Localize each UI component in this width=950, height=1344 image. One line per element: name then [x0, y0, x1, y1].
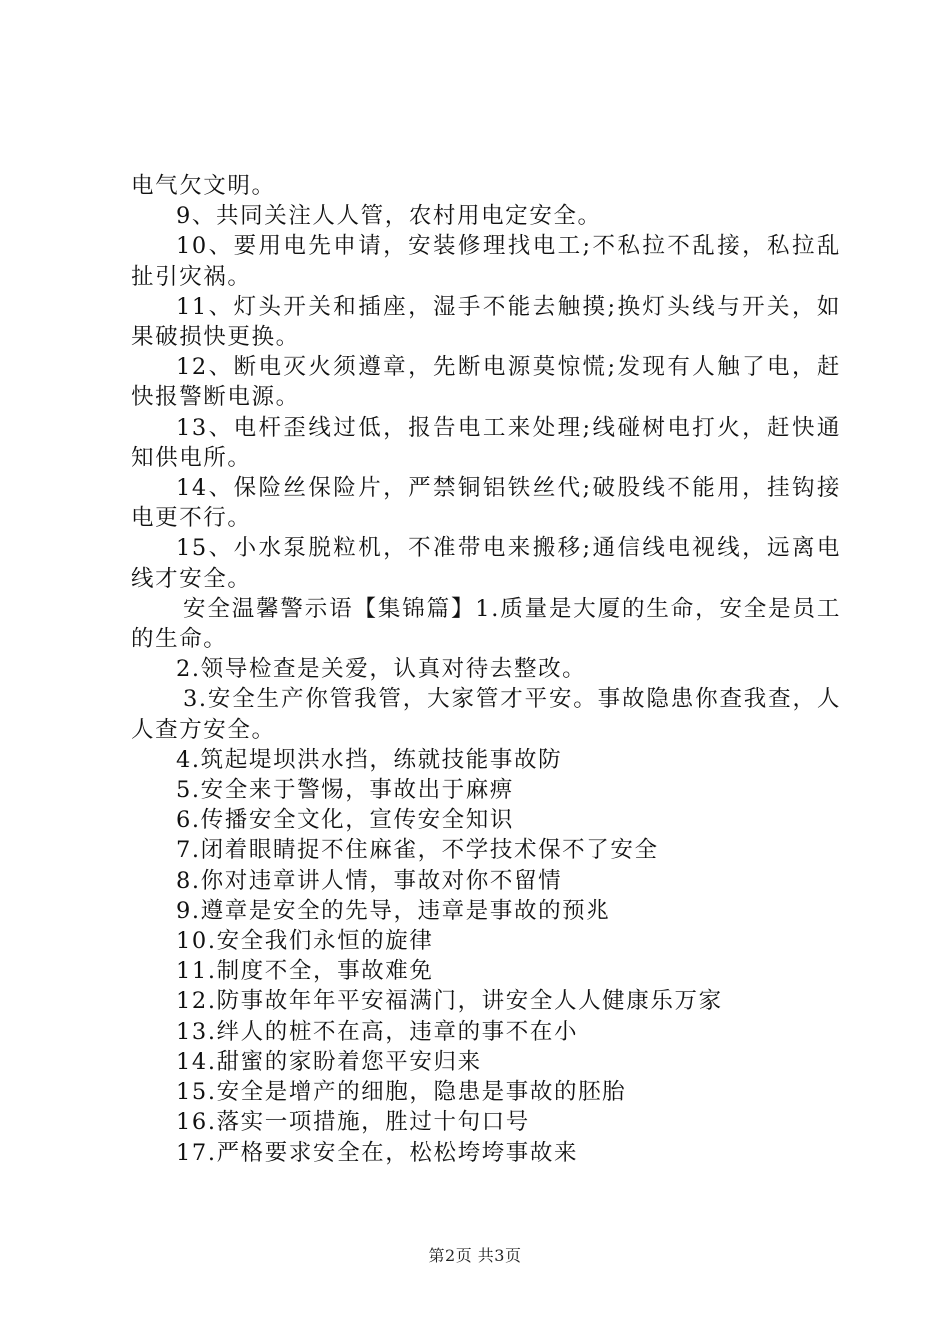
paragraph: 11、灯头开关和插座，湿手不能去触摸;换灯头线与开关，如果破损快更换。: [131, 293, 841, 351]
paragraph: 12、断电灭火须遵章，先断电源莫惊慌;发现有人触了电，赶快报警断电源。: [131, 354, 841, 411]
paragraph: 15、小水泵脱粒机，不准带电来搬移;通信线电视线，远离电线才安全。: [131, 535, 841, 592]
list-item: 4.筑起堤坝洪水挡，练就技能事故防: [176, 746, 563, 773]
paragraph: 10、要用电先申请，安装修理找电工;不私拉不乱接，私拉乱扯引灾祸。: [131, 233, 841, 290]
list-item: 17.严格要求安全在，松松垮垮事故来: [176, 1139, 579, 1166]
list-item: 16.落实一项措施，胜过十句口号: [176, 1109, 530, 1136]
list-item: 14.甜蜜的家盼着您平安归来: [176, 1048, 482, 1075]
paragraph: 2.领导检查是关爱，认真对待去整改。: [176, 656, 587, 683]
list-item: 5.安全来于警惕，事故出于麻痹: [176, 777, 514, 804]
list-item: 8.你对违章讲人情，事故对你不留情: [176, 867, 563, 894]
page-number-footer: 第2页 共3页: [428, 1246, 522, 1265]
paragraph: 3.安全生产你管我管，大家管才平安。事故隐患你查我查，人人查方安全。: [131, 686, 841, 743]
paragraph: 13、电杆歪线过低，报告电工来处理;线碰树电打火，赶快通知供电所。: [131, 414, 841, 471]
list-item: 7.闭着眼睛捉不住麻雀，不学技术保不了安全: [176, 837, 659, 864]
paragraph: 9、共同关注人人管，农村用电定安全。: [176, 203, 602, 230]
list-item: 10.安全我们永恒的旋律: [176, 928, 434, 955]
paragraph: 14、保险丝保险片，严禁铜铝铁丝代;破股线不能用，挂钩接电更不行。: [131, 475, 841, 532]
continuation-text: 电气欠文明。: [131, 173, 276, 199]
list-item: 11.制度不全，事故难免: [176, 958, 434, 985]
section-intro: 安全温馨警示语【集锦篇】1.质量是大厦的生命，安全是员工的生命。: [131, 595, 841, 653]
document-body: [131, 171, 841, 1168]
list-item: 6.传播安全文化，宣传安全知识: [176, 807, 514, 834]
list-item: 9.遵章是安全的先导，违章是事故的预兆: [176, 897, 611, 924]
list-item: 15.安全是增产的细胞，隐患是事故的胚胎: [176, 1079, 627, 1106]
list-item: 13.绊人的桩不在高，违章的事不在小: [176, 1018, 579, 1045]
list-item: 12.防事故年年平安福满门，讲安全人人健康乐万家: [176, 988, 723, 1015]
